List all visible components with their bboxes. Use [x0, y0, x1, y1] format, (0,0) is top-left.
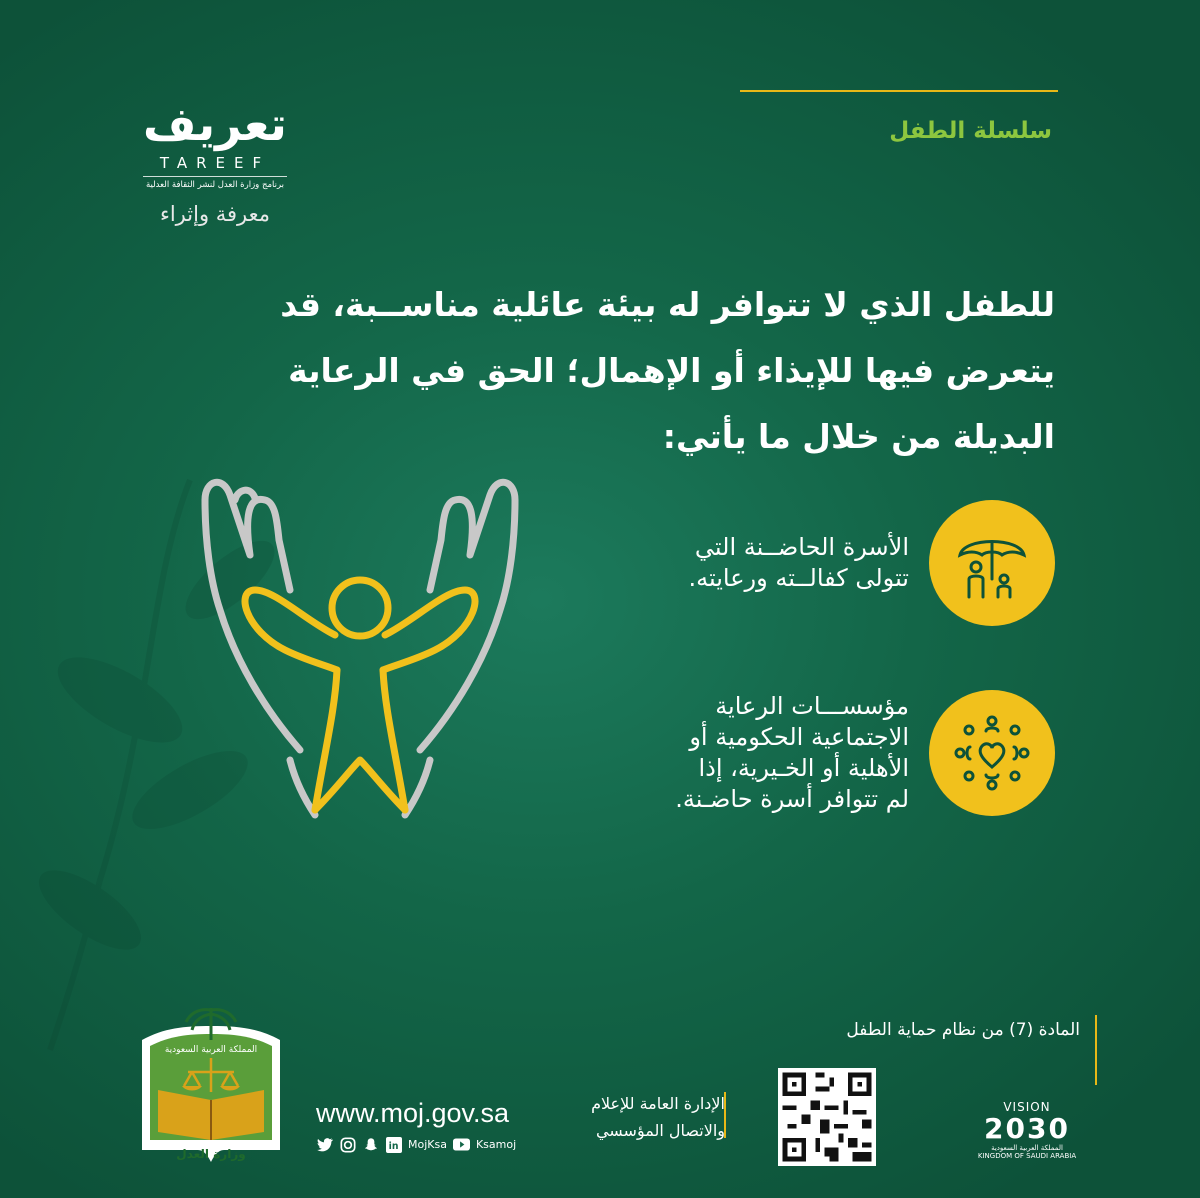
- legal-article-reference: المادة (7) من نظام حماية الطفل: [846, 1020, 1080, 1040]
- ministry-of-justice-logo: [138, 1000, 284, 1166]
- snapchat-icon[interactable]: [362, 1136, 379, 1153]
- logo-kingdom-text: المملكة العربية السعودية: [164, 1045, 258, 1055]
- social-handle-ksamoj[interactable]: Ksamoj: [475, 1138, 517, 1151]
- top-accent-line: [740, 90, 1058, 92]
- youtube-icon[interactable]: [453, 1136, 470, 1153]
- brand-name-ar: تعريف: [143, 97, 287, 151]
- vision-2030-logo: VISION 2030 المملكة العربية السعودية KINGDOM OF SAUDI ARABIA: [977, 1100, 1077, 1160]
- footer-accent-line: [1095, 1015, 1097, 1085]
- option-care-institutions-text: مؤسســـات الرعاية الاجتماعية الحكومية أو الأهلية أو الخـيرية، إذا لم تتوافر أسرة حاضـنة.: [675, 692, 909, 813]
- department-name: الإدارة العامة للإعلام والاتصال المؤسسي: [591, 1094, 725, 1140]
- headline-text: للطفل الذي لا تتوافر له بيئة عائلية مناســبة، قد يتعرض فيها للإيذاء أو الإهمال؛ الحق في الرعاية البديلة من خلال ما يأتي:: [280, 285, 1055, 456]
- brand-tagline: معرفة وإثراء: [159, 202, 271, 226]
- series-label: سلسلة الطفل: [889, 118, 1052, 144]
- logo-ministry-text: وزارة العدل: [176, 1147, 246, 1161]
- hands-child-icon: [175, 460, 545, 830]
- community-heart-icon: [929, 690, 1055, 816]
- instagram-icon[interactable]: [339, 1136, 356, 1153]
- umbrella-family-icon: [929, 500, 1055, 626]
- option-foster-family: [689, 500, 1056, 626]
- website-link[interactable]: www.moj.gov.sa: [316, 1098, 510, 1128]
- option-foster-family-text: الأسرة الحاضــنة التي تتولى كفالــته ورعايته.: [688, 533, 909, 592]
- tareef-logo: [135, 96, 295, 226]
- svg-text:in: in: [388, 1140, 399, 1152]
- option-care-institutions: [675, 690, 1055, 816]
- qr-code[interactable]: [778, 1068, 876, 1166]
- linkedin-icon[interactable]: [385, 1136, 402, 1153]
- brand-subtitle: برنامج وزارة العدل لنشر الثقافة العدلية: [145, 180, 285, 190]
- social-links: [316, 1136, 516, 1153]
- twitter-icon[interactable]: [316, 1136, 333, 1153]
- social-handle-mojksa[interactable]: MojKsa: [408, 1138, 447, 1151]
- brand-name-en: TAREEF: [159, 154, 271, 172]
- brand-divider: [143, 176, 287, 177]
